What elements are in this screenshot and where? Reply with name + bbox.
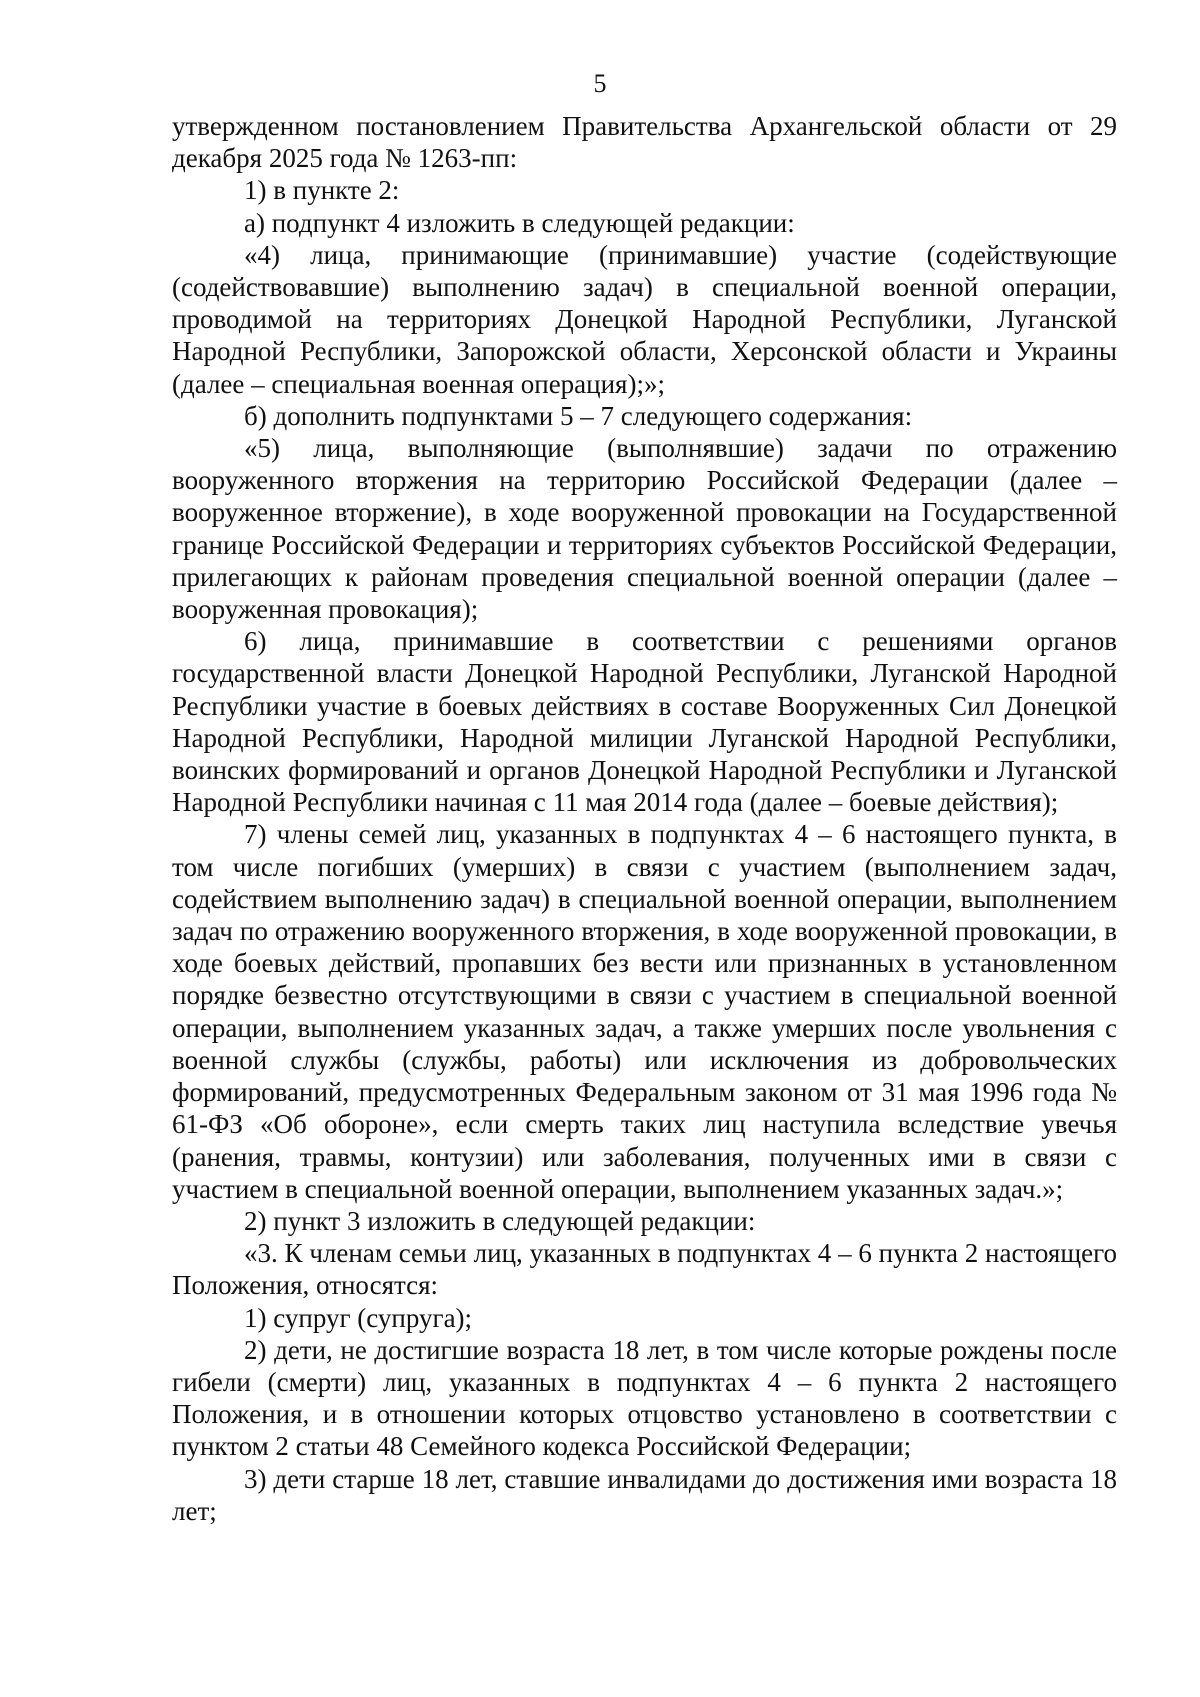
paragraph: 1) супруг (супруга); (244, 1302, 473, 1333)
paragraph: 3) дети старше 18 лет, ставшие инвалидами до достижения ими возраста 18 лет; (172, 1463, 1117, 1526)
paragraph: 2) пункт 3 изложить в следующей редакции: (244, 1205, 756, 1236)
paragraph: 7) члены семей лиц, указанных в подпунктах 4 – 6 настоящего пункта, в том числе погибших (умерших) в связи с участием (выполнением задач, содействием выполнению задач) в специальной военной операции, выполнением задач по отражению вооруженного вторжения, в ходе вооруженной провокации, в ходе боевых действий, пропавших без вести или признанных в установленном порядке безвестно отсутствующими в связи с участием в специальной военной операции, выполнением указанных задач, а также умерших после увольнения с военной службы (службы, работы) или исключения из добровольческих формирований, предусмотренных Федеральным законом от 31 мая 1996 года № 61-ФЗ «Об обороне», если смерть таких лиц наступила вследствие увечья (ранения, травмы, контузии) или заболевания, полученных ими в связи с участием в специальной военной операции, выполнением указанных задач.»; (172, 819, 1117, 1204)
paragraph: 1) в пункте 2: (244, 175, 400, 206)
paragraph: 6) лица, принимавшие в соответствии с решениями органов государственной власти Донецкой Народной Республики, Луганской Народной Республики участие в боевых действиях в составе Вооруженных Сил Донецкой Народной Республики, Народной милиции Луганской Народной Республики, воинских формирований и органов Донецкой Народной Республики и Луганской Народной Республики начиная с 11 мая 2014 года (далее – боевые действия); (172, 626, 1117, 818)
paragraph: утвержденном постановлением Правительства Архангельской области от 29 декабря 2025 года № 1263-пп: (172, 111, 1117, 174)
page-number: 5 (593, 69, 607, 98)
paragraph: «5) лица, выполняющие (выполнявшие) задачи по отражению вооруженного вторжения на территорию Российской Федерации (далее – вооруженное вторжение), в ходе вооруженной провокации на Государственной границе Российской Федерации и территориях субъектов Российской Федерации, прилегающих к районам проведения специальной военной операции (далее – вооруженная провокация); (172, 433, 1117, 625)
paragraph: а) подпункт 4 изложить в следующей редакции: (244, 207, 795, 238)
paragraph: «3. К членам семьи лиц, указанных в подпунктах 4 – 6 пункта 2 настоящего Положения, относятся: (172, 1238, 1117, 1301)
paragraph: 2) дети, не достигшие возраста 18 лет, в том числе которые рождены после гибели (смерти) лиц, указанных в подпунктах 4 – 6 пункта 2 настоящего Положения, и в отношении которых отцовство установлено в соответствии с пунктом 2 статьи 48 Семейного кодекса Российской Федерации; (172, 1334, 1117, 1462)
document-body (172, 110, 1117, 1527)
paragraph: «4) лица, принимающие (принимавшие) участие (содействующие (содействовавшие) выполнению задач) в специальной военной операции, проводимой на территориях Донецкой Народной Республики, Луганской Народной Республики, Запорожской области, Херсонской области и Украины (далее – специальная военная операция);»; (172, 239, 1117, 399)
paragraph: б) дополнить подпунктами 5 – 7 следующего содержания: (244, 400, 913, 431)
